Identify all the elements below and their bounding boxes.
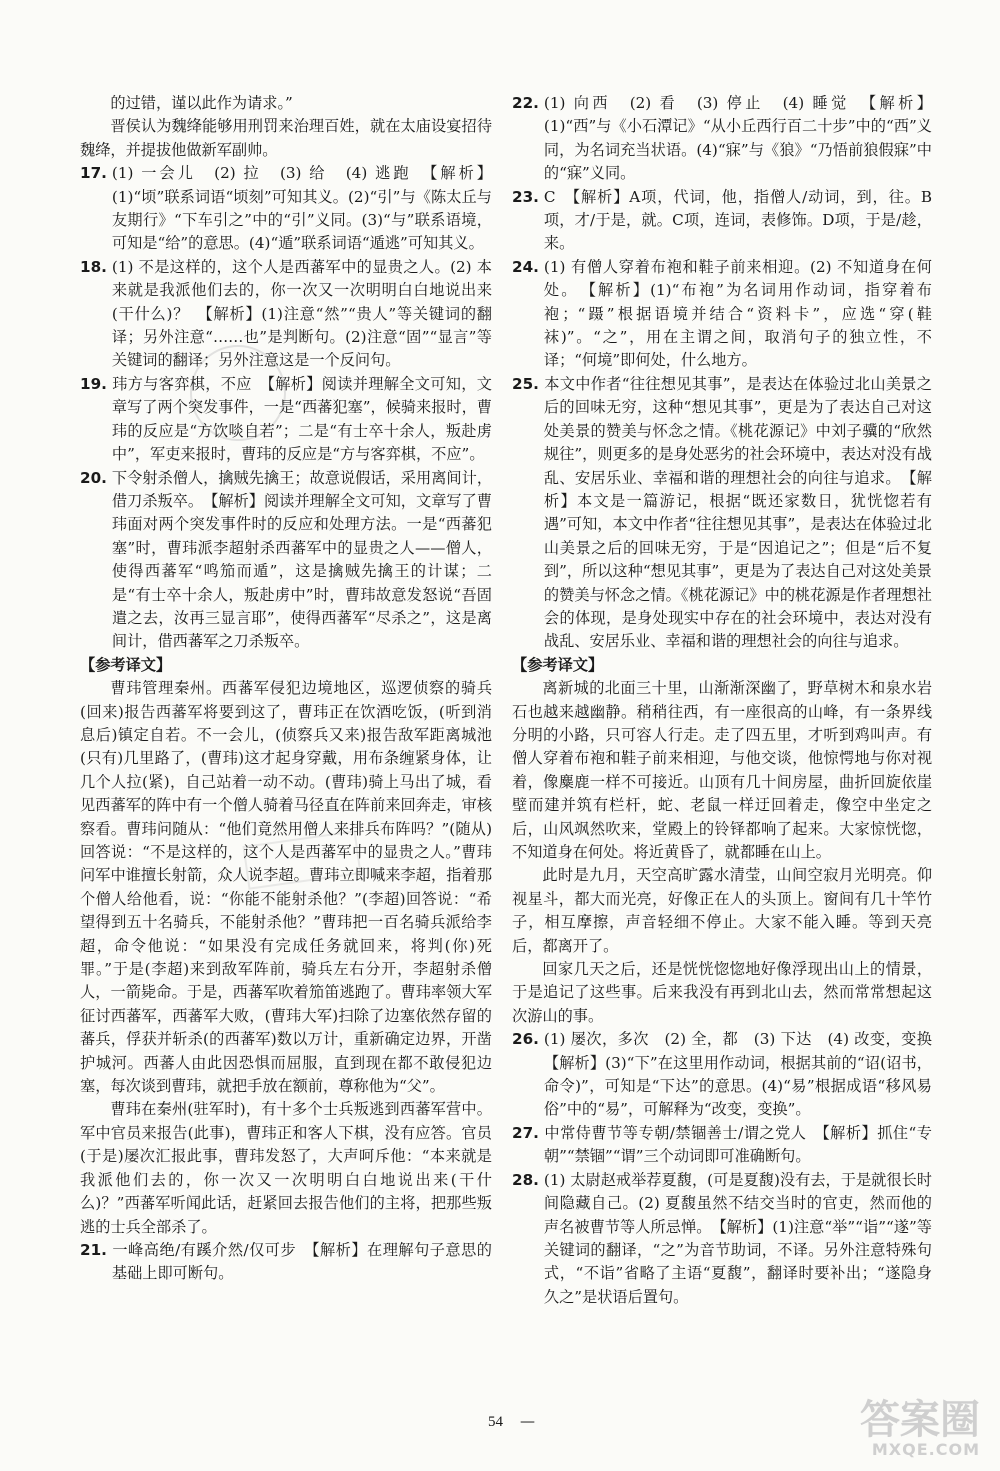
translation-paragraph: 离新城的北面三十里，山渐渐深幽了，野草树木和泉水岩石也越来越幽静。稍稍往西，有一座很高的山峰，有一条界线分明的小路，只可容人行走。走了四五里，才听到鸡叫声。有僧人穿着布袍和鞋子前来相迎，与他交谈，他惊愕地与你对视着，像麋鹿一样不可接近。山顶有几十间房屋，曲折回旋依崖壁而建并筑有栏杆，蛇、老鼠一样迂回着走，像空中坐定之后，山风飒然吹来，堂殿上的铃铎都响了起来。大家惊恍惚，不知道身在何处。将近黄昏了，就都睡在山上。 [512,679,932,861]
translation-paragraph: 回家几天之后，还是恍恍惚惚地好像浮现出山上的情景，于是追记了这些事。后来我没有再到北山去，然而常常想起这次游山的事。 [512,960,932,1025]
answer-21 [80,1239,492,1286]
question-number: 18. [80,257,107,276]
translation-paragraph: 曹玮管理秦州。西蕃军侵犯边境地区，巡逻侦察的骑兵(回来)报告西蕃军将要到这了，曹玮正在饮酒吃饭，(听到消息后)镇定自若。不一会儿，(侦察兵又来)报告敌军距离城池(只有)几里路了，(曹玮)这才起身穿戴，用布条缠紧身体，让几个人拉(紧)，自己站着一动不动。(曹玮)骑上马出了城，看见西蕃军的阵中有一个僧人骑着马径直在阵前来回奔走，审核察看。曹玮问随从：“他们竟然用僧人来排兵布阵吗？”(随从)回答说：“不是这样的，这个人是西蕃军中的显贵之人。”曹玮问军中谁擅长射箭，众人说李超。曹玮立即喊来李超，指着那个僧人给他看，说：“你能不能射杀他？”(李超)回答说：“希望得到五十名骑兵，不能射杀他？”曹玮把一百名骑兵派给李超，命令他说：“如果没有完成任务就回来，将判(你)死罪。”于是(李超)来到敌军阵前，骑兵左右分开，李超射杀僧人，一箭毙命。于是，西蕃军吹着笳笛逃跑了。曹玮率领大军征讨西蕃军，西蕃军大败，(曹玮大军)扫除了边塞依然存留的蕃兵，俘获并斩杀(的西蕃军)数以万计，重新确定边界，开凿护城河。西蕃人由此因恐惧而屈服，直到现在都不敢侵犯边塞，每次谈到曹玮，就把手放在额前，尊称他为“父”。 [80,679,492,1096]
answer-20 [80,467,492,654]
answer-17 [80,162,492,256]
answer-28 [512,1169,932,1309]
question-number: 24. [512,257,539,276]
answer-text: (1) 向西 (2) 看 (3) 停止 (4) 睡觉 【解析】(1)“西”与《小石潭记》“从小丘西行百二十步”中的“西”义同，为名词充当状语。(4)“寐”与《狼》“乃悟前狼假寐”中的“寐”义同。 [543,94,932,183]
answer-27 [512,1122,932,1169]
answer-text: C 【解析】A项，代词，他，指僧人/动词，到，往。B项，才/于是，就。C项，连词，表修饰。D项，于是/趁，来。 [543,187,932,253]
paragraph: 晋侯认为魏绛能够用刑罚来治理百姓，就在太庙设宴招待魏绛，并提拔他做新军副帅。 [80,117,492,159]
question-number: 27. [512,1123,539,1142]
question-number: 23. [512,187,539,206]
answer-text: 本文中作者“往往想见其事”，是表达在体验过北山美景之后的回味无穷，这种“想见其事”，更是为了表达自己对这处美景的赞美与怀念之情。《桃花源记》中刘子骥的“欣然规往”，则更多的是身处恶劣的社会环境中，表达对没有战乱、安居乐业、幸福和谐的理想社会的向往与追求。 【解析】本文是一篇游记，根据“既还家数日，犹恍惚若有遇”可知，本文中作者“往往想见其事”，是表达在体验过北山美景之后的回味无穷，于是“因追记之”；但是“后不复到”，所以这种“想见其事”，更是为了表达自己对这处美景的赞美与怀念之情。《桃花源记》中的桃花源是作者理想社会的体现，是身处现实中存在的社会环境中，表达对没有战乱、安居乐业、幸福和谐的理想社会的向往与追求。 [543,374,932,651]
page-number: 54 [488,1414,503,1430]
answer-text: 玮方与客弈棋，不应 【解析】阅读并理解全文可知，文章写了两个突发事件，一是“西蕃犯塞”，候骑来报时，曹玮的反应是“方饮啖自若”；二是“有士卒十余人，叛赴虏中”，军吏来报时，曹玮的反应是“方与客弈棋，不应”。 [111,374,492,464]
question-number: 21. [80,1240,107,1259]
answer-text: 下令射杀僧人，擒贼先擒王；故意说假话，采用离间计，借刀杀叛卒。 【解析】阅读并理解全文可知，文章写了曹玮面对两个突发事件时的反应和处理方法。一是“西蕃犯塞”时，曹玮派李超射杀西蕃军中的显贵之人——僧人，使得西蕃军“鸣笳而遁”，这是擒贼先擒王的计谋；二是“有士卒十余人，叛赴虏中”时，曹玮故意发怒说“吾固遣之去，汝再三显言耶”，使得西蕃军“尽杀之”，这是离间计，借西蕃军之刀杀叛卒。 [111,468,492,651]
answer-text: (1) 有僧人穿着布袍和鞋子前来相迎。(2) 不知道身在何处。 【解析】(1)“布袍”为名词用作动词，指穿着布袍；“蹑”根据语境并结合“资料卡”，应选“穿(鞋袜)”。“之”，用在主谓之间，取消句子的独立性，不译；“何境”即何处，什么地方。 [543,257,932,370]
question-number: 17. [80,164,107,183]
question-number: 25. [512,374,539,393]
answer-text: (1) 一会儿 (2) 拉 (3) 给 (4) 逃跑 【解析】(1)“顷”联系词语“顷刻”可知其义。(2)“引”与《陈太丘与友期行》“下车引之”中的“引”义同。(3)“与”联系语境，可知是“给”的意思。(4)“遁”联系词语“遁逃”可知其义。 [111,164,492,253]
answer-24 [512,256,932,373]
question-number: 22. [512,94,539,112]
question-number: 26. [512,1030,539,1049]
answer-19 [80,373,492,467]
answer-26 [512,1028,948,1122]
reference-translation-heading: 【参考译文】 [512,655,604,674]
answer-text: 中常侍曹节等专朝/禁锢善士/谓之党人 【解析】抓住“专朝”“禁锢”“谓”三个动词即可准确断句。 [543,1123,932,1166]
page-dash: — [520,1412,535,1430]
right-column [512,92,948,1309]
question-number: 19. [80,374,107,393]
answer-25 [512,373,932,654]
paragraph: 的过错，谨以此作为请求。” [110,94,293,112]
reference-translation-heading: 【参考译文】 [80,655,172,674]
translation-paragraph: 曹玮在秦州(驻军时)，有十多个士兵叛逃到西蕃军营中。军中官员来报告(此事)，曹玮正和客人下棋，没有应答。官员(于是)屡次汇报此事，曹玮发怒了，大声呵斥他：“本来就是我派他们去的，你一次又一次明明白白地说出来(干什么)？”西蕃军听闻此话，赶紧回去报告他们的主将，把那些叛逃的士兵全部杀了。 [80,1100,492,1236]
answer-text: (1) 不是这样的，这个人是西蕃军中的显贵之人。(2) 本来就是我派他们去的，你一次又一次明明白白地说出来(干什么)？ 【解析】(1)注意“然”“贵人”等关键词的翻译；另外注意“……也”是判断句。(2)注意“固”“显言”等关键词的翻译；另外注意这是一个反问句。 [111,257,492,370]
question-number: 20. [80,468,107,487]
left-column [80,92,492,1286]
answer-22 [512,92,932,186]
watermark-url: MXQE.COM [871,1440,980,1459]
watermark-logo: 答案圈 [860,1397,980,1443]
answer-18 [80,256,492,373]
question-number: 28. [512,1170,539,1189]
answer-text: 一峰高绝/有蹊介然/仅可步 【解析】在理解句子意思的基础上即可断句。 [111,1240,492,1283]
translation-paragraph: 此时是九月，天空高旷露水清莹，山间空寂月光明亮。仰视星斗，都大而光亮，好像正在人的头顶上。窗间有几十竿竹子，相互摩擦，声音轻细不停止。大家不能入睡。等到天亮后，都离开了。 [512,866,932,955]
watermark [860,1397,980,1459]
answer-text: (1) 屡次，多次 (2) 全，都 (3) 下达 (4) 改变，变换 【解析】(3)“下”在这里用作动词，根据其前的“诏(诏书，命令)”，可知是“下达”的意思。(4)“易”根据成语“移风易俗”中的“易”，可解释为“改变，变换”。 [543,1030,948,1119]
answer-text: (1) 太尉赵戒举荐夏馥，(可是夏馥)没有去，于是就很长时间隐藏自己。(2) 夏馥虽然不结交当时的官吏，然而他的声名被曹节等人所忌惮。 【解析】(1)注意“举”“诣”“遂”等关键词的翻译，“之”为音节助词，不译。另外注意特殊句式，“不诣”省略了主语“夏馥”，翻译时要补出；“遂隐身久之”是状语后置句。 [543,1170,932,1306]
answer-23 [512,186,932,256]
